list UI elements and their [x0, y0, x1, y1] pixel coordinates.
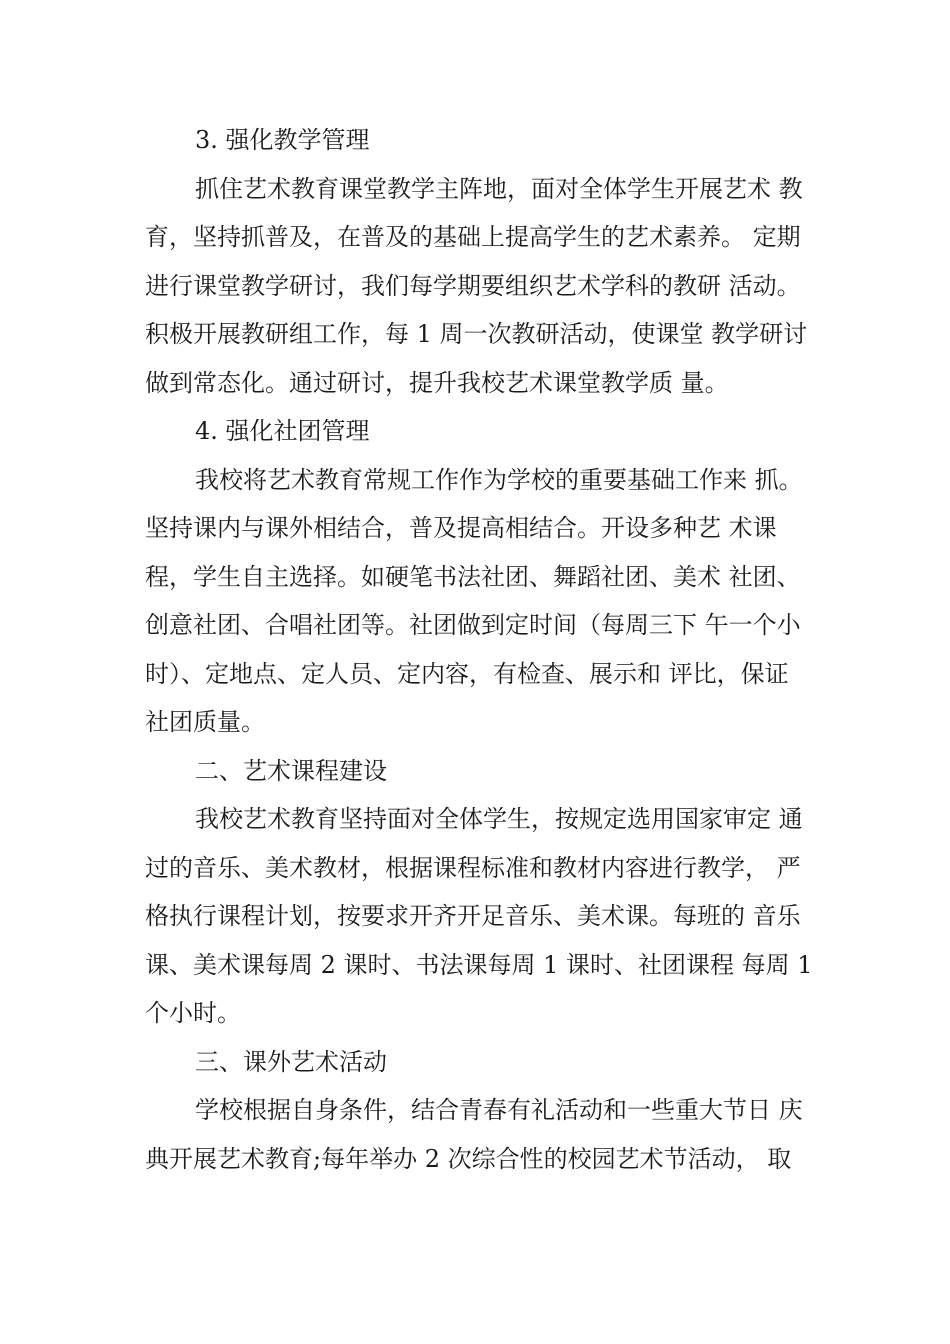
text-line: 时）、定地点、定人员、定内容，有检查、展示和 评比，保证: [145, 659, 789, 688]
text-line: 做到常态化。通过研讨，提升我校艺术课堂教学质 量。: [145, 368, 729, 397]
paragraph-club-management: [145, 456, 825, 747]
text-line: 抓住艺术教育课堂教学主阵地，面对全体学生开展艺术 教: [195, 174, 803, 203]
text-line: 格执行课程计划，按要求开齐开足音乐、美术课。每班的 音乐: [145, 902, 801, 930]
section-heading-teaching-management: 3. 强化教学管理: [195, 126, 370, 154]
text-line: 社团质量。: [145, 708, 265, 736]
text-line: 程，学生自主选择。如硬笔书法社团、舞蹈社团、美术 社团、: [145, 562, 801, 591]
text-line: 个小时。: [145, 999, 241, 1027]
text-line: 课、美术课每周 2 课时、书法课每周 1 课时、社团课程 每周 1: [145, 950, 813, 979]
text-line: 学校根据自身条件，结合青春有礼活动和一些重大节日 庆: [195, 1096, 803, 1124]
text-line: 进行课堂教学研讨，我们每学期要组织艺术学科的教研 活动。: [145, 271, 801, 300]
document-body: [145, 116, 825, 1183]
section-heading-art-curriculum: 二、艺术课程建设: [195, 756, 387, 785]
text-line: 我校艺术教育坚持面对全体学生，按规定选用国家审定 通: [195, 805, 803, 833]
text-line: 坚持课内与课外相结合，普及提高相结合。开设多种艺 术课: [145, 514, 777, 542]
text-line: 育，坚持抓普及，在普及的基础上提高学生的艺术素养。 定期: [145, 223, 801, 251]
section-heading-club-management: 4. 强化社团管理: [195, 417, 370, 445]
paragraph-art-curriculum: [145, 795, 825, 1038]
text-line: 积极开展教研组工作，每 1 周一次教研活动，使课堂 教学研讨: [145, 320, 808, 348]
text-line: 典开展艺术教育;每年举办 2 次综合性的校园艺术节活动， 取: [145, 1144, 792, 1173]
text-line: 创意社团、合唱社团等。社团做到定时间（每周三下 午一个小: [145, 611, 801, 639]
section-heading-extracurricular-activities: 三、课外艺术活动: [195, 1047, 387, 1076]
paragraph-extracurricular-activities: [145, 1086, 825, 1183]
text-line: 我校将艺术教育常规工作作为学校的重要基础工作来 抓。: [195, 465, 803, 494]
paragraph-teaching-management: [145, 165, 825, 408]
text-line: 过的音乐、美术教材，根据课程标准和教材内容进行教学， 严: [145, 853, 801, 882]
